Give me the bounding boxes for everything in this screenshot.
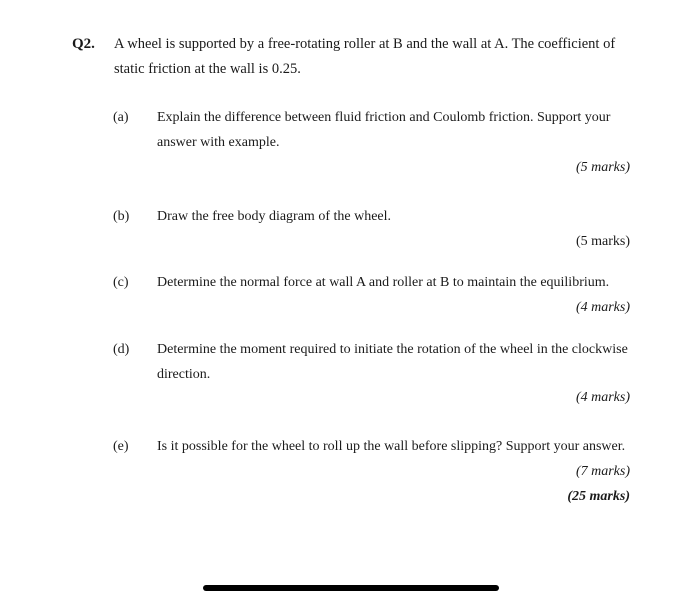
part-d-text-line-1: Determine the moment required to initiate the rotation of the wheel in the clockwise	[157, 342, 628, 357]
part-d-label: (d)	[113, 342, 130, 357]
part-d-text-line-2: direction.	[157, 367, 211, 382]
part-c-text-line-1: Determine the normal force at wall A and roller at B to maintain the equilibrium.	[157, 275, 610, 290]
part-e-text-line-1: Is it possible for the wheel to roll up the wall before slipping? Support your answer.	[157, 439, 626, 454]
part-b-text-line-1: Draw the free body diagram of the wheel.	[157, 209, 392, 224]
part-a-label: (a)	[113, 110, 129, 125]
part-b-marks: (5 marks)	[575, 234, 630, 249]
home-indicator-bar[interactable]	[203, 585, 499, 591]
part-d-marks: (4 marks)	[575, 390, 630, 405]
part-c-marks: (4 marks)	[575, 300, 630, 315]
total-marks: (25 marks)	[567, 489, 630, 504]
part-a-text-line-2: answer with example.	[157, 135, 280, 150]
part-e-label: (e)	[113, 439, 129, 454]
question-intro-line-1: A wheel is supported by a free-rotating roller at B and the wall at A. The coefficient of	[114, 36, 616, 52]
question-intro-line-2: static friction at the wall is 0.25.	[114, 61, 301, 77]
part-a-marks: (5 marks)	[575, 160, 630, 175]
question-number: Q2.	[72, 36, 95, 52]
part-e-marks: (7 marks)	[575, 464, 630, 479]
part-b-label: (b)	[113, 209, 130, 224]
part-c-label: (c)	[113, 275, 129, 290]
part-a-text-line-1: Explain the difference between fluid friction and Coulomb friction. Support your	[157, 110, 611, 125]
